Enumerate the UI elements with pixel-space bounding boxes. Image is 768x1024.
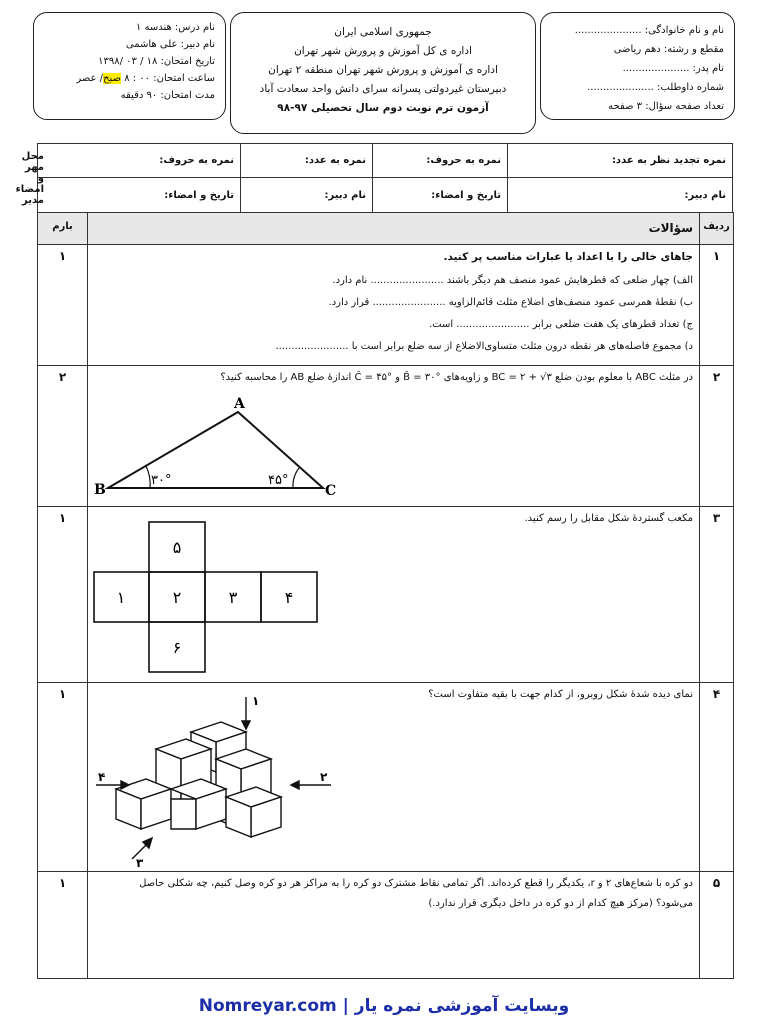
question-row-5 xyxy=(38,871,733,979)
row-header: ردیف xyxy=(703,221,730,232)
student-info-box xyxy=(540,12,735,120)
exam-info-box xyxy=(33,12,226,120)
table-header-row xyxy=(38,213,733,244)
school-info-box xyxy=(230,12,536,134)
exam-duration: مدت امتحان: ۹۰ دقیقه xyxy=(120,90,215,101)
vertex-a-label: A xyxy=(234,396,245,412)
website-footer[interactable]: وبسایت آموزشی نمره یار | Nomreyar.com xyxy=(198,996,570,1016)
net-face-2: ۲ xyxy=(172,588,182,607)
isometric-cubes-figure xyxy=(96,687,336,869)
questions-table xyxy=(37,212,734,979)
question-row-1 xyxy=(38,244,733,366)
question-number-2: ۲ xyxy=(712,370,721,384)
candidate-number: شماره داوطلب: ..................... xyxy=(587,82,724,93)
question-number-3: ۳ xyxy=(712,511,721,525)
score-header: بارم xyxy=(52,221,73,232)
region-title: اداره ی آموزش و پرورش شهر تهران منطقه ۲ تهران xyxy=(268,64,498,76)
direction-label-1: ۱ xyxy=(252,694,260,708)
question-1-item-a: الف) چهار ضلعی که قطرهایش عمود منصف هم دیگر باشند ....................... نام دارد. xyxy=(332,275,693,286)
exam-title: آزمون ترم نوبت دوم سال تحصیلی ۹۷-۹۸ xyxy=(277,102,489,114)
teacher-cell-2: نام دبیر: xyxy=(241,178,373,213)
question-row-3 xyxy=(38,506,733,683)
exam-time-evening: / عصر xyxy=(76,73,104,84)
net-face-3: ۳ xyxy=(228,588,238,607)
page-count: تعداد صفحه سؤال: ۳ صفحه xyxy=(608,101,724,112)
exam-time xyxy=(34,70,215,87)
grades-table: نمره تجدید نظر به عدد: نمره به حروف: نمره به عدد: نمره به حروف: محل مهر و امضاء مدیر نام دبیر: تاریخ و امضاء: نام دبیر: تاریخ و امضاء: xyxy=(37,143,733,213)
country-title: جمهوری اسلامی ایران xyxy=(334,26,432,38)
question-3-text: مکعب گستردهٔ شکل مقابل را رسم کنید. xyxy=(524,513,693,524)
net-face-6: ۶ xyxy=(172,638,182,657)
questions-header: سؤالات xyxy=(648,221,693,235)
score-1: ۱ xyxy=(58,249,67,263)
question-row-4 xyxy=(38,682,733,872)
triangle-figure xyxy=(88,394,388,504)
exam-time-value: ساعت امتحان: ۰۰ : ۸ xyxy=(124,73,215,84)
direction-label-4: ۴ xyxy=(98,770,106,784)
review-number-cell: نمره تجدید نظر به عدد: xyxy=(508,144,733,178)
student-name: نام و نام خانوادگی: ..................... xyxy=(574,25,724,36)
question-number-4: ۴ xyxy=(712,687,721,701)
question-2-text: در مثلث ABC با معلوم بودن ضلع BC = ۲ + √۳ و زاویه‌های B̂ = ۳۰° و Ĉ = ۴۵° اندازهٔ ضلع AB را محاسبه کنید؟ xyxy=(220,372,693,383)
question-1-item-c: ج) تعداد قطرهای یک هفت ضلعی برابر ....................... است. xyxy=(428,319,693,330)
teacher-name: نام دبیر: علی هاشمی xyxy=(125,39,215,50)
grade-number-cell: نمره به عدد: xyxy=(241,144,373,178)
vertex-b-label: B xyxy=(94,482,106,498)
score-5: ۱ xyxy=(58,876,67,890)
direction-label-2: ۲ xyxy=(320,770,328,784)
department-title: اداره ی کل آموزش و پرورش شهر تهران xyxy=(294,45,472,57)
angle-c-label: ۴۵° xyxy=(268,473,289,488)
direction-label-3: ۳ xyxy=(136,856,144,869)
question-1-title: جاهای خالی را با اعداد یا عبارات مناسب پر کنید. xyxy=(443,251,693,263)
net-face-1: ۱ xyxy=(116,588,126,607)
review-letters-cell: نمره به حروف: xyxy=(373,144,508,178)
score-2: ۲ xyxy=(58,370,67,384)
angle-b-label: ۳۰° xyxy=(151,473,172,488)
question-row-2 xyxy=(38,365,733,507)
question-5-line-1: دو کره با شعاع‌های ۲ و r، یکدیگر را قطع کرده‌اند. اگر تمامی نقاط مشترک دو کره را به مراکز هر دو کره وصل کنیم، چه شکلی حاصل xyxy=(139,878,693,889)
question-5-line-2: می‌شود؟ (مرکز هیچ کدام از دو کره در داخل دیگری قرار ندارد.) xyxy=(428,898,693,909)
net-face-5: ۵ xyxy=(172,538,182,557)
school-title: دبیرستان غیردولتی پسرانه سرای دانش واحد سعادت آباد xyxy=(259,83,507,95)
net-face-4: ۴ xyxy=(284,588,294,607)
question-number-1: ۱ xyxy=(712,249,721,263)
grade-letters-cell: نمره به حروف: xyxy=(38,144,241,178)
question-1-item-d: د) مجموع فاصله‌های هر نقطه درون مثلث متساوی‌الاضلاع از سه ضلع برابر است با ....................... xyxy=(275,341,693,352)
exam-date: تاریخ امتحان: ۱۸ / ۰۳ /۱۳۹۸ xyxy=(98,56,215,67)
question-1-item-b: ب) نقطهٔ همرسی عمود منصف‌های اضلاع مثلث قائم‌الزاویه ....................... قرار دارد. xyxy=(328,297,693,308)
question-number-5: ۵ xyxy=(712,876,721,890)
vertex-c-label: C xyxy=(325,483,337,499)
question-4-text: نمای دیده شدهٔ شکل روبرو، از کدام جهت با بقیه متفاوت است؟ xyxy=(428,689,693,700)
cube-net-figure xyxy=(92,519,372,679)
date-cell-1: تاریخ و امضاء: xyxy=(373,178,508,213)
score-3: ۱ xyxy=(58,511,67,525)
score-4: ۱ xyxy=(58,687,67,701)
father-name: نام پدر: ..................... xyxy=(622,63,724,74)
date-cell-2: تاریخ و امضاء: xyxy=(38,178,241,213)
teacher-cell-1: نام دبیر: xyxy=(508,178,733,213)
exam-time-morning: صبح xyxy=(103,73,122,84)
student-grade: مقطع و رشته: دهم ریاضی xyxy=(613,44,724,55)
subject-name: نام درس: هندسه ۱ xyxy=(135,22,215,33)
